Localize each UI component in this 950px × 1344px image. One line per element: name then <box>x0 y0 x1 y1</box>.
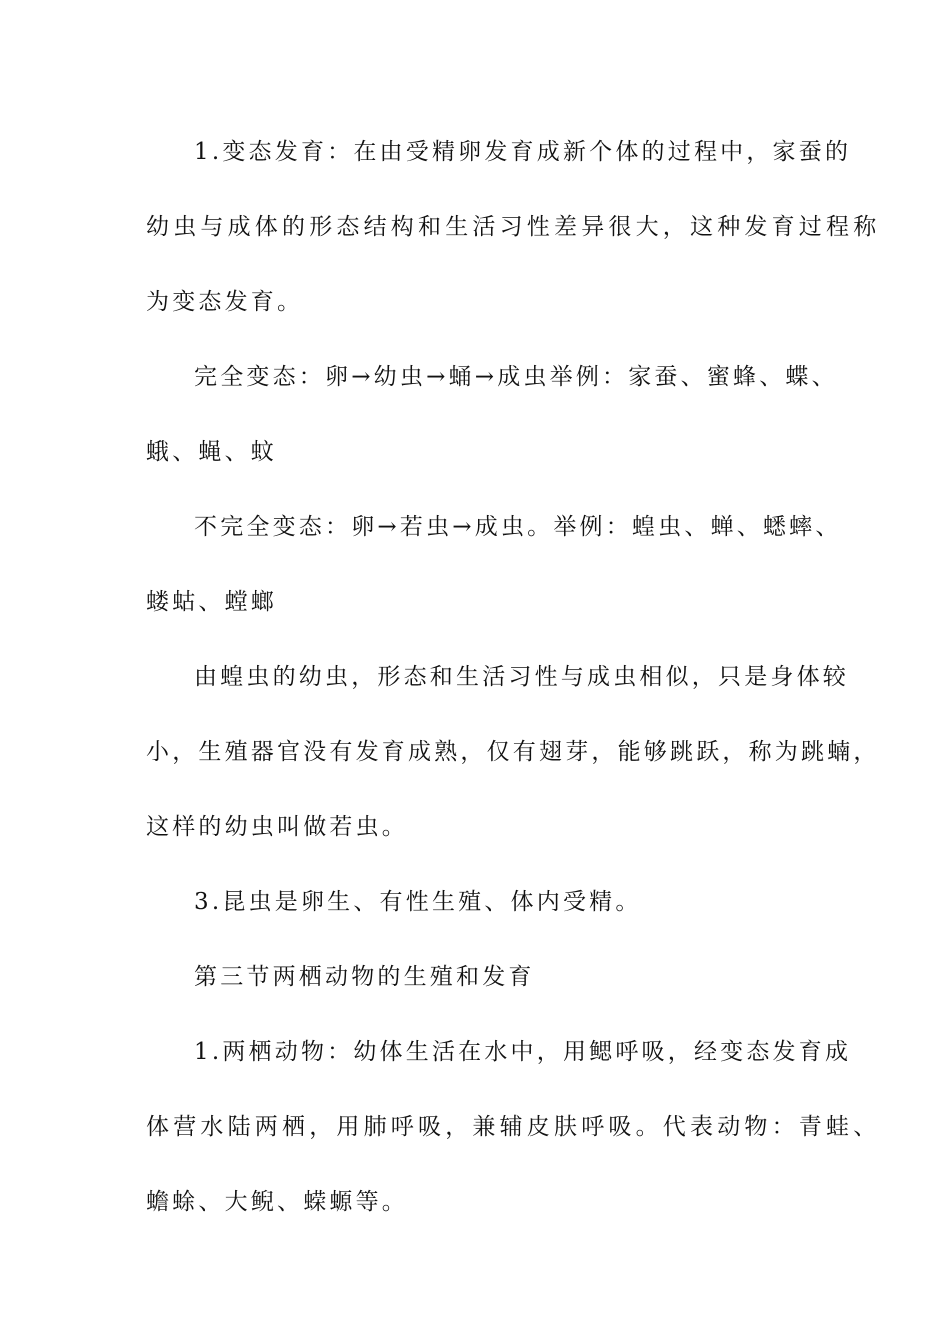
paragraph-line: 完全变态：卵→幼虫→蛹→成虫举例：家蚕、蜜蜂、蝶、 <box>194 364 838 390</box>
paragraph-line: 小，生殖器官没有发育成熟，仅有翅芽，能够跳跃，称为跳蝻， <box>146 739 880 765</box>
paragraph-line: 1.两栖动物：幼体生活在水中，用鳃呼吸，经变态发育成 <box>194 1039 852 1065</box>
paragraph-line: 1.变态发育：在由受精卵发育成新个体的过程中，家蚕的 <box>194 139 852 165</box>
paragraph-line: 不完全变态：卵→若虫→成虫。举例：蝗虫、蝉、蟋蟀、 <box>194 514 842 540</box>
paragraph-line: 蟾蜍、大鲵、蝾螈等。 <box>146 1189 408 1215</box>
paragraph-line: 由蝗虫的幼虫，形态和生活习性与成虫相似，只是身体较 <box>194 664 849 690</box>
paragraph-line: 这样的幼虫叫做若虫。 <box>146 814 408 840</box>
paragraph-line: 幼虫与成体的形态结构和生活习性差异很大，这种发育过程称 <box>146 214 881 240</box>
paragraph-line: 蛾、蝇、蚊 <box>146 439 277 465</box>
paragraph-line: 蝼蛄、螳螂 <box>146 589 277 615</box>
section-heading: 第三节两栖动物的生殖和发育 <box>194 964 535 990</box>
paragraph-line: 体营水陆两栖，用肺呼吸，兼辅皮肤呼吸。代表动物：青蛙、 <box>146 1114 881 1140</box>
paragraph-line: 3.昆虫是卵生、有性生殖、体内受精。 <box>194 889 642 915</box>
paragraph-line: 为变态发育。 <box>146 289 304 315</box>
